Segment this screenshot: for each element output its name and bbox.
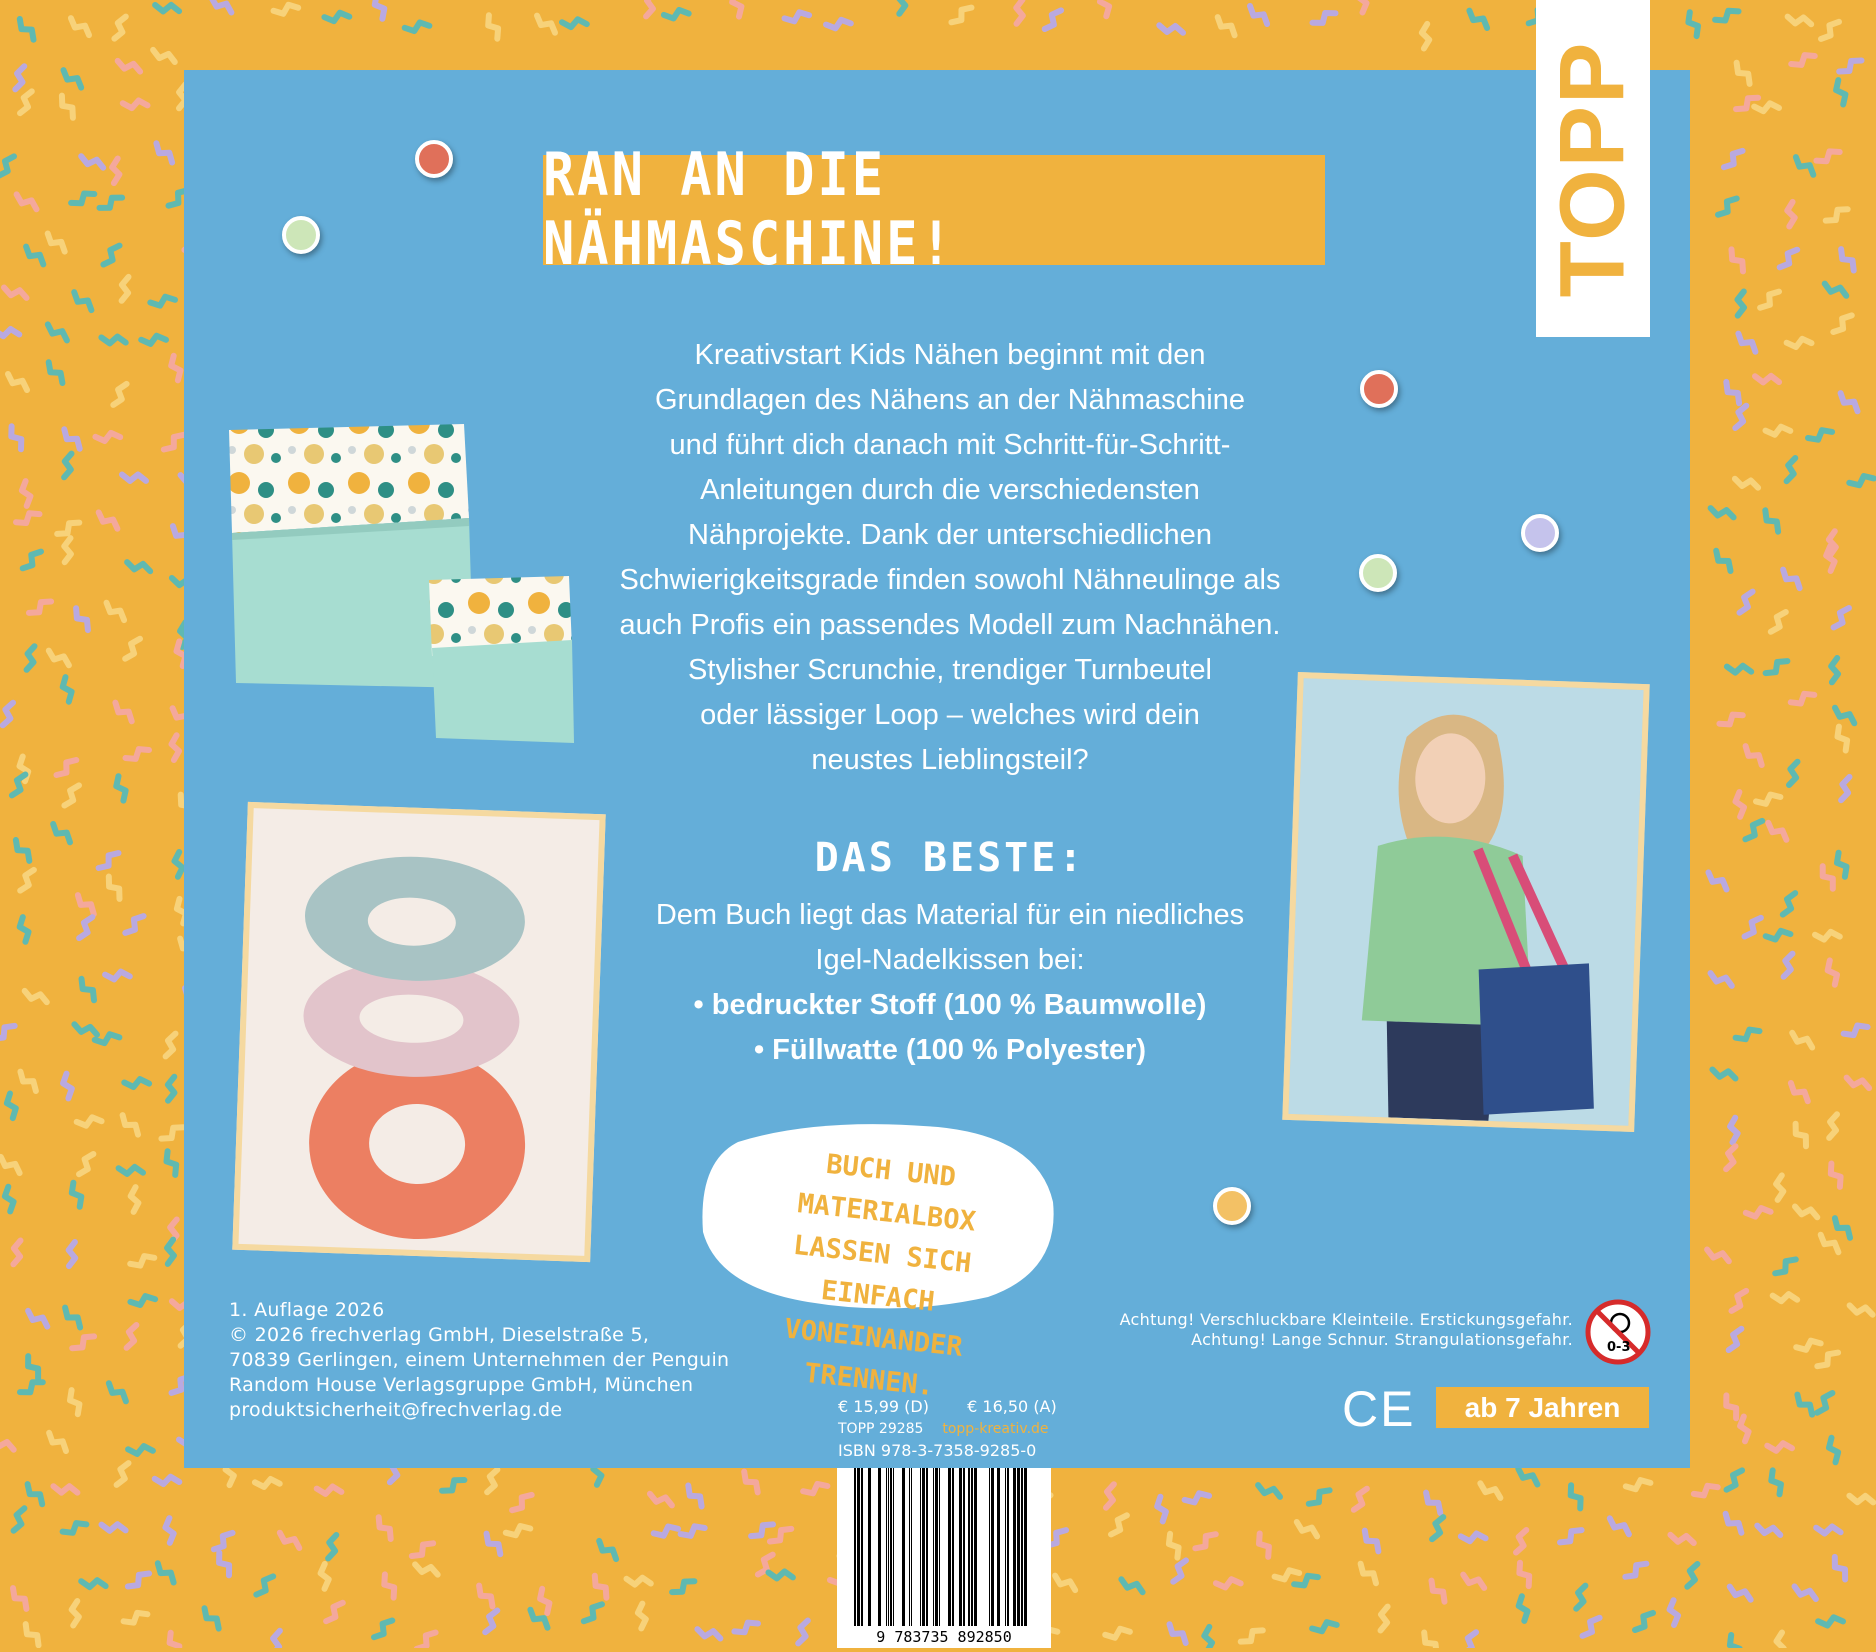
zigzag-mark <box>1106 1484 1114 1508</box>
best-intro-line: Igel-Nadelkissen bei: <box>815 944 1085 976</box>
zigzag-mark <box>1755 376 1779 383</box>
zigzag-mark <box>27 646 35 670</box>
barcode-bars <box>837 1468 1051 1648</box>
imprint-line: Random House Verlagsgruppe GmbH, München <box>229 1374 694 1396</box>
description-line: oder lässiger Loop – welches wird dein <box>700 699 1200 731</box>
barcode-bar <box>1024 1468 1027 1626</box>
zigzag-mark <box>64 538 71 562</box>
barcode-bar <box>935 1468 938 1626</box>
barcode-bar <box>1013 1468 1016 1626</box>
headline-banner <box>543 141 1325 279</box>
barcode-bar <box>911 1468 912 1626</box>
best-item: • Füllwatte (100 % Polyester) <box>753 1034 1147 1066</box>
zigzag-mark <box>122 475 146 481</box>
barcode-bar <box>920 1468 921 1626</box>
age-icon-label: 0-3 <box>1607 1340 1631 1355</box>
isbn: ISBN 978-3-7358-9285-0 <box>838 1441 1037 1460</box>
zigzag-mark <box>627 1578 651 1585</box>
zigzag-mark <box>317 1487 342 1494</box>
price-block <box>838 1396 1057 1462</box>
zigzag-mark <box>122 277 129 301</box>
description-line: Anleitungen durch die verschiedensten <box>700 474 1200 506</box>
barcode-bar <box>893 1468 894 1626</box>
zigzag-mark <box>769 1572 793 1579</box>
barcode-bar <box>1021 1468 1023 1626</box>
barcode-bar <box>1017 1468 1020 1626</box>
barcode-bar <box>861 1468 863 1626</box>
zigzag-mark <box>1730 1118 1738 1143</box>
zigzag-mark <box>167 1240 174 1264</box>
zigzag-mark <box>168 1077 175 1101</box>
age-0-3-warning-icon <box>1585 1299 1651 1365</box>
imprint-line: © 2026 frechverlag GmbH, Dieselstraße 5, <box>229 1324 650 1346</box>
barcode-bar <box>926 1468 928 1626</box>
topp-logo-text: TOPP <box>1541 40 1644 297</box>
best-intro-line: Dem Buch liegt das Material für ein niedliches <box>655 899 1245 931</box>
speech-line: LASSEN SICH EINFACH <box>791 1229 973 1318</box>
zigzag-mark <box>1727 666 1751 673</box>
description-line: neustes Lieblingsteil? <box>811 744 1089 776</box>
decorative-dot-red <box>1360 370 1398 408</box>
barcode-bar <box>963 1468 965 1626</box>
barcode-bar <box>854 1468 856 1626</box>
zigzag-mark <box>155 1477 180 1484</box>
barcode-bar <box>902 1468 905 1626</box>
zigzag-mark <box>102 1524 126 1531</box>
best-content <box>560 893 1340 1073</box>
zigzag-mark <box>1787 202 1794 227</box>
description-line: Stylisher Scrunchie, trendiger Turnbeutel <box>688 654 1212 686</box>
zigzag-mark <box>69 1242 76 1266</box>
zigzag-mark <box>1016 0 1023 24</box>
headline: RAN AN DIE NÄHMASCHINE! <box>543 141 955 279</box>
barcode-bar <box>1007 1468 1009 1626</box>
description-line: Schwierigkeitsgrade finden sowohl Nähneulinge als <box>619 564 1281 596</box>
zigzag-mark <box>1784 954 1793 977</box>
zigzag-mark <box>1787 458 1796 481</box>
zigzag-mark <box>1829 1114 1837 1138</box>
warning-line: Achtung! Verschluckbare Kleinteile. Erstickungsgefahr. <box>1119 1310 1573 1329</box>
zigzag-mark <box>1738 292 1745 316</box>
best-item: • bedruckter Stoff (100 % Baumwolle) <box>693 989 1207 1021</box>
barcode-bar <box>888 1468 889 1626</box>
girl-illustration <box>1288 678 1643 1126</box>
description-line: Grundlagen des Nähens an der Nähmaschine <box>654 384 1246 416</box>
zigzag-mark <box>1735 479 1758 488</box>
barcode-bar <box>1005 1468 1006 1626</box>
imprint-line: 70839 Gerlingen, einem Unternehmen der Penguin <box>229 1349 730 1371</box>
barcode-bar <box>968 1468 970 1626</box>
barcode-bar <box>868 1468 871 1626</box>
zigzag-mark <box>1159 25 1183 33</box>
barcode-bar <box>939 1468 940 1626</box>
zigzag-mark <box>1789 762 1798 785</box>
zigzag-mark <box>1841 777 1849 800</box>
zigzag-mark <box>155 5 179 11</box>
zigzag-mark <box>81 1580 105 1587</box>
description-line: Nähprojekte. Dank der unterschiedlichen <box>688 519 1212 551</box>
zigzag-mark <box>112 159 119 184</box>
zigzag-mark <box>72 1601 79 1626</box>
zigzag-mark <box>64 454 71 478</box>
zigzag-mark <box>1381 1607 1388 1631</box>
barcode-bar <box>952 1468 954 1626</box>
imprint <box>229 1298 729 1423</box>
barcode-bar <box>948 1468 951 1626</box>
barcode-bar <box>933 1468 934 1626</box>
description-line: Kreativstart Kids Nähen beginnt mit den <box>694 339 1206 371</box>
imprint-line: produktsicherheit@frechverlag.de <box>229 1399 563 1421</box>
barcode-bar <box>989 1468 990 1626</box>
barcode-bar <box>997 1468 1000 1626</box>
barcode-bar <box>971 1468 973 1626</box>
zigzag-mark <box>1712 1070 1735 1079</box>
decorative-dot-red <box>415 140 453 178</box>
zigzag-mark <box>172 735 180 760</box>
barcode-bar <box>878 1468 881 1626</box>
barcode-bar <box>991 1468 994 1626</box>
zigzag-mark <box>53 1486 77 1492</box>
description-text <box>560 333 1340 783</box>
order-number: TOPP 29285 <box>838 1421 924 1437</box>
website-link[interactable]: topp-kreativ.de <box>942 1421 1049 1437</box>
zigzag-mark <box>1831 658 1838 682</box>
warning-line: Achtung! Lange Schnur. Strangulationsgefahr. <box>1191 1330 1573 1349</box>
price-germany: € 15,99 (D) <box>838 1397 929 1416</box>
zigzag-mark <box>101 337 125 344</box>
zigzag-mark <box>1816 1527 1840 1534</box>
safety-warnings <box>1120 1310 1573 1350</box>
scrunchies-photo <box>232 802 605 1262</box>
barcode-bar <box>959 1468 962 1626</box>
age-badge: ab 7 Jahren <box>1436 1387 1649 1428</box>
description-line: und führt dich danach mit Schritt-für-Schritt- <box>669 429 1231 461</box>
decorative-dot-green <box>282 216 320 254</box>
fabric-baskets-photo <box>224 408 576 746</box>
barcode-bar <box>886 1468 887 1626</box>
speech-line: BUCH UND MATERIALBOX <box>796 1148 978 1238</box>
decorative-dot-green <box>1359 554 1397 592</box>
speech-bubble-text <box>718 1135 1043 1417</box>
decorative-dot-orange <box>1213 1187 1251 1225</box>
price-austria: € 16,50 (A) <box>967 1397 1057 1416</box>
description-line: auch Profis ein passendes Modell zum Nachnähen. <box>619 609 1281 641</box>
zigzag-mark <box>1849 1496 1873 1503</box>
barcode-bar <box>857 1468 860 1626</box>
best-heading: DAS BESTE: <box>814 835 1086 881</box>
zigzag-mark <box>1773 1294 1798 1301</box>
barcode-digits: 9 783735 892850 <box>876 1628 1012 1646</box>
zigzag-mark <box>119 1167 143 1174</box>
zigzag-mark <box>1788 17 1812 25</box>
barcode-bar <box>909 1468 910 1626</box>
zigzag-mark <box>13 1241 20 1265</box>
barcode-bar <box>974 1468 977 1626</box>
barcode-bar <box>890 1468 892 1626</box>
zigzag-mark <box>127 562 150 571</box>
zigzag-mark <box>1670 1535 1693 1543</box>
decorative-dot-lilac <box>1521 514 1559 552</box>
scrunchies-illustration <box>238 808 599 1256</box>
barcode-bar <box>922 1468 925 1626</box>
speech-line: VONEINANDER TRENNEN. <box>782 1313 965 1403</box>
ce-mark: CE <box>1342 1381 1416 1437</box>
topp-logo <box>1536 0 1650 337</box>
imprint-line: 1. Auflage 2026 <box>229 1299 385 1321</box>
barcode <box>837 1468 1051 1648</box>
zigzag-mark <box>328 1535 336 1558</box>
zigzag-mark <box>1422 24 1429 49</box>
zigzag-mark <box>1776 1175 1783 1200</box>
